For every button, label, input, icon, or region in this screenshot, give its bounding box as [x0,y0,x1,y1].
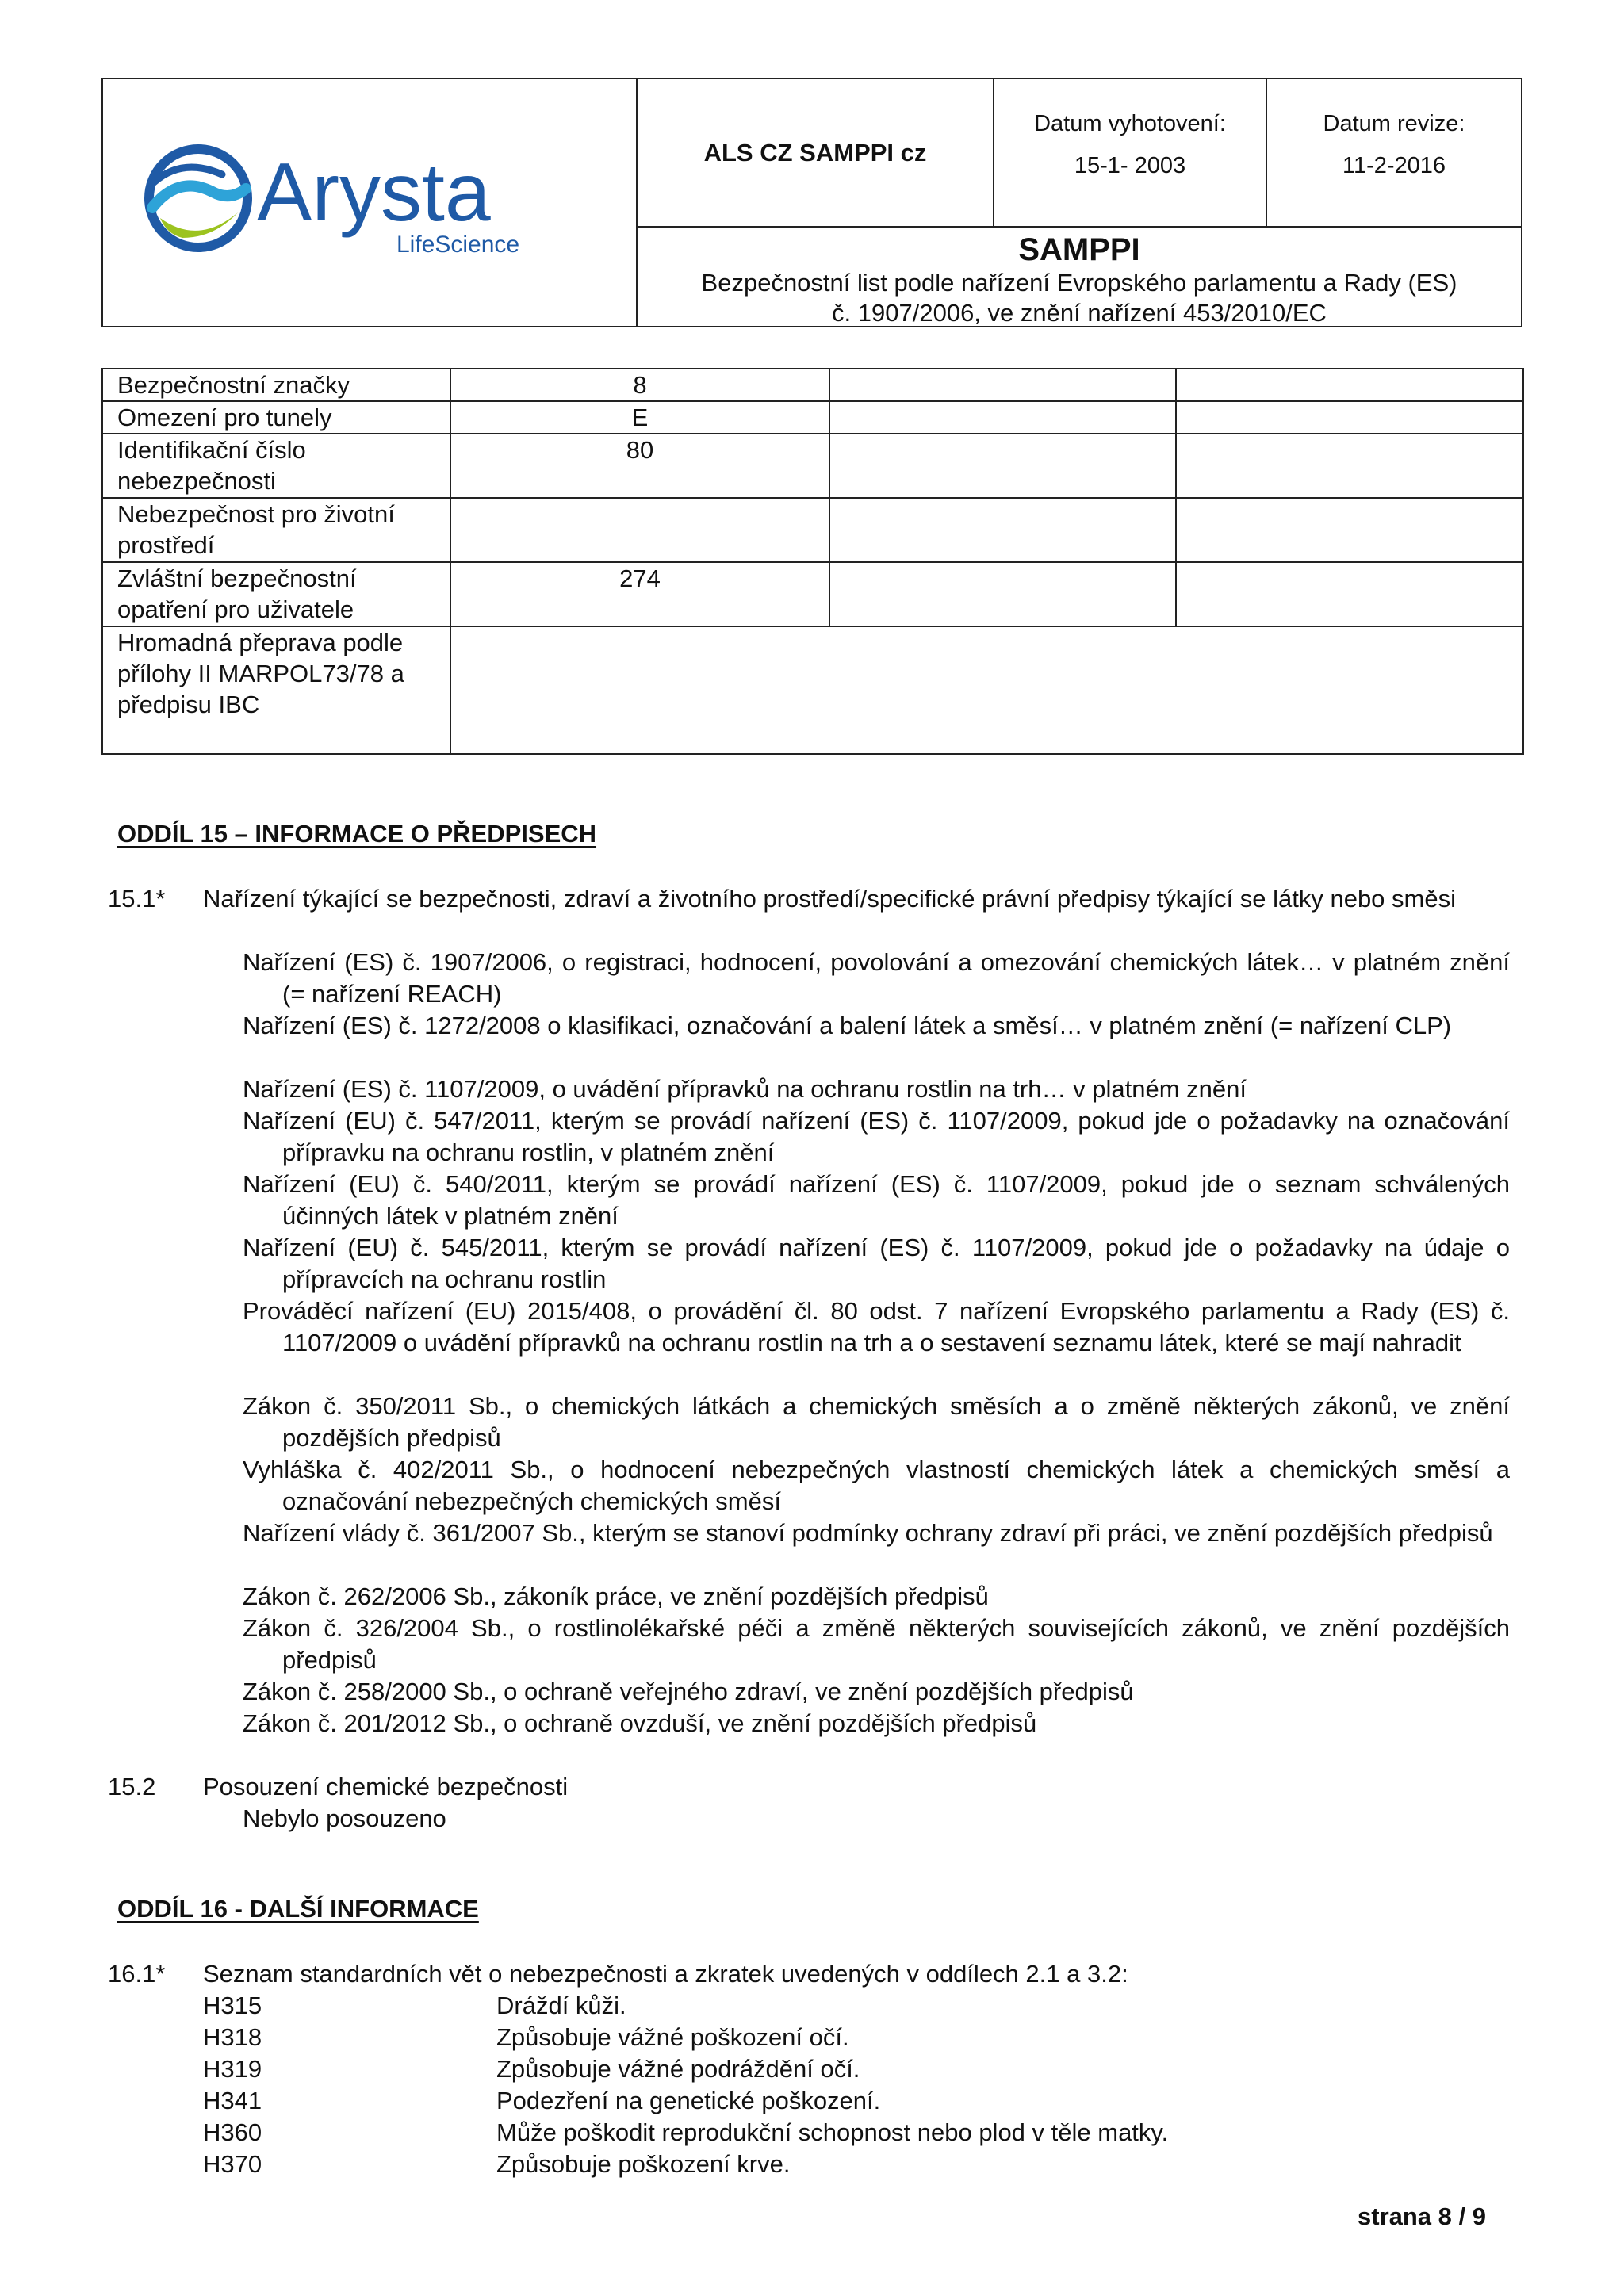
created-date-label: Datum vyhotovení: [1034,111,1226,136]
row-value: E [450,401,829,434]
regulation-item: Nařízení (ES) č. 1907/2006, o registraci, hodnocení, povolování a omezování chemických látek… v platném znění (= nařízení REACH) [243,948,1510,1008]
regulation-item: Zákon č. 258/2000 Sb., o ochraně veřejného zdraví, ve znění pozdějších předpisů [243,1678,1134,1705]
row-value [450,498,829,562]
table-row [102,626,1523,754]
item-15-2-title: Posouzení chemické bezpečnosti [203,1773,569,1800]
row-label: Nebezpečnost pro životní prostředí [102,498,450,562]
row-label: Identifikační číslo nebezpečnosti [102,434,450,498]
hazard-code: H315 [203,1992,262,2019]
arysta-logo [119,119,531,277]
regulation-item: Nařízení (EU) č. 540/2011, kterým se provádí nařízení (ES) č. 1107/2009, pokud jde o seznam schválených účinných látek v platném znění [243,1170,1510,1230]
hazard-code: H318 [203,2023,262,2051]
hazard-code: H341 [203,2087,262,2114]
item-16-1-number: 16.1* [108,1960,166,1988]
table-row [102,498,1523,562]
revision-date-cell [1267,79,1521,228]
table-row [102,369,1523,401]
hazard-text: Způsobuje vážné podráždění očí. [496,2055,860,2083]
title-cell [638,228,1521,326]
logo-cell [103,79,638,326]
page-number: strana 8 / 9 [1358,2202,1486,2230]
document-subtitle-1: Bezpečnostní list podle nařízení Evropského parlamentu a Rady (ES) [701,269,1457,297]
created-date-value: 15-1- 2003 [1074,153,1186,178]
row-label: Hromadná přeprava podle přílohy II MARPOL73/78 a předpisu IBC [102,626,450,754]
hazard-code: H319 [203,2055,262,2083]
item-16-1-text: Seznam standardních vět o nebezpečnosti a zkratek uvedených v oddílech 2.1 a 3.2: [203,1960,1128,1988]
regulation-item: Nařízení vlády č. 361/2007 Sb., kterým se stanoví podmínky ochrany zdraví při práci, ve znění pozdějších předpisů [243,1519,1493,1547]
regulation-item: Nařízení (ES) č. 1107/2009, o uvádění přípravků na ochranu rostlin na trh… v platném znění [243,1075,1247,1103]
hazard-text: Může poškodit reprodukční schopnost nebo plod v těle matky. [496,2118,1169,2146]
hazard-code: H370 [203,2150,262,2178]
row-value: 80 [450,434,829,498]
regulation-item: Nařízení (EU) č. 547/2011, kterým se provádí nařízení (ES) č. 1107/2009, pokud jde o požadavky na označování přípravku na ochranu rostlin, v platném znění [243,1107,1510,1166]
regulation-item: Zákon č. 350/2011 Sb., o chemických látkách a chemických směsích a o změně některých zákonů, ve znění pozdějších předpisů [243,1392,1510,1452]
table-row [102,434,1523,498]
regulation-item: Vyhláška č. 402/2011 Sb., o hodnocení nebezpečných vlastností chemických látek a chemických směsí a označování nebezpečných chemických směsí [243,1456,1510,1515]
document-code: ALS CZ SAMPPI cz [638,79,994,228]
item-15-2-text: Nebylo posouzeno [243,1804,446,1832]
revision-date-value: 11-2-2016 [1342,153,1446,178]
item-15-2-number: 15.2 [108,1773,156,1800]
row-value: 8 [450,369,829,401]
row-value [450,626,1523,754]
row-label: Zvláštní bezpečnostní opatření pro uživatele [102,562,450,626]
regulation-item: Zákon č. 262/2006 Sb., zákoník práce, ve znění pozdějších předpisů [243,1582,989,1610]
logo-wordmark: Arysta [257,147,491,239]
section-16-title: ODDÍL 16 - DALŠÍ INFORMACE [117,1895,479,1923]
section-15-title: ODDÍL 15 – INFORMACE O PŘEDPISECH [117,820,597,848]
row-label: Omezení pro tunely [102,401,450,434]
table-row [102,401,1523,434]
regulation-item: Nařízení (ES) č. 1272/2008 o klasifikaci, označování a balení látek a směsí… v platném znění (= nařízení CLP) [243,1012,1452,1039]
item-15-1-text: Nařízení týkající se bezpečnosti, zdraví a životního prostředí/specifické právní předpisy týkající se látky nebo směsi [203,885,1456,913]
table-row [102,562,1523,626]
hazard-code: H360 [203,2118,262,2146]
hazard-text: Dráždí kůži. [496,1992,626,2019]
row-label: Bezpečnostní značky [102,369,450,401]
regulation-item: Nařízení (EU) č. 545/2011, kterým se provádí nařízení (ES) č. 1107/2009, pokud jde o požadavky na údaje o přípravcích na ochranu rostlin [243,1234,1510,1293]
regulation-item: Prováděcí nařízení (EU) 2015/408, o provádění čl. 80 odst. 7 nařízení Evropského parlamentu a Rady (ES) č. 1107/2009 o uvádění přípravků na ochranu rostlin na trh a o sestavení seznamu látek, které se mají nahradit [243,1297,1510,1357]
row-value: 274 [450,562,829,626]
revision-date-label: Datum revize: [1323,111,1465,136]
regulation-item: Zákon č. 201/2012 Sb., o ochraně ovzduší, ve znění pozdějších předpisů [243,1709,1037,1737]
hazard-text: Způsobuje vážné poškození očí. [496,2023,849,2051]
document-title: SAMPPI [1018,232,1140,267]
hazard-text: Způsobuje poškození krve. [496,2150,791,2178]
regulation-item: Zákon č. 326/2004 Sb., o rostlinolékařské péči a změně některých souvisejících zákonů, ve znění pozdějších předpisů [243,1614,1510,1674]
document-header [102,78,1522,327]
document-subtitle-2: č. 1907/2006, ve znění nařízení 453/2010/EC [832,299,1327,327]
created-date-cell [994,79,1267,228]
transport-table [102,368,1524,755]
logo-tagline: LifeScience [396,232,520,258]
item-15-1-number: 15.1* [108,885,166,913]
hazard-text: Podezření na genetické poškození. [496,2087,881,2114]
